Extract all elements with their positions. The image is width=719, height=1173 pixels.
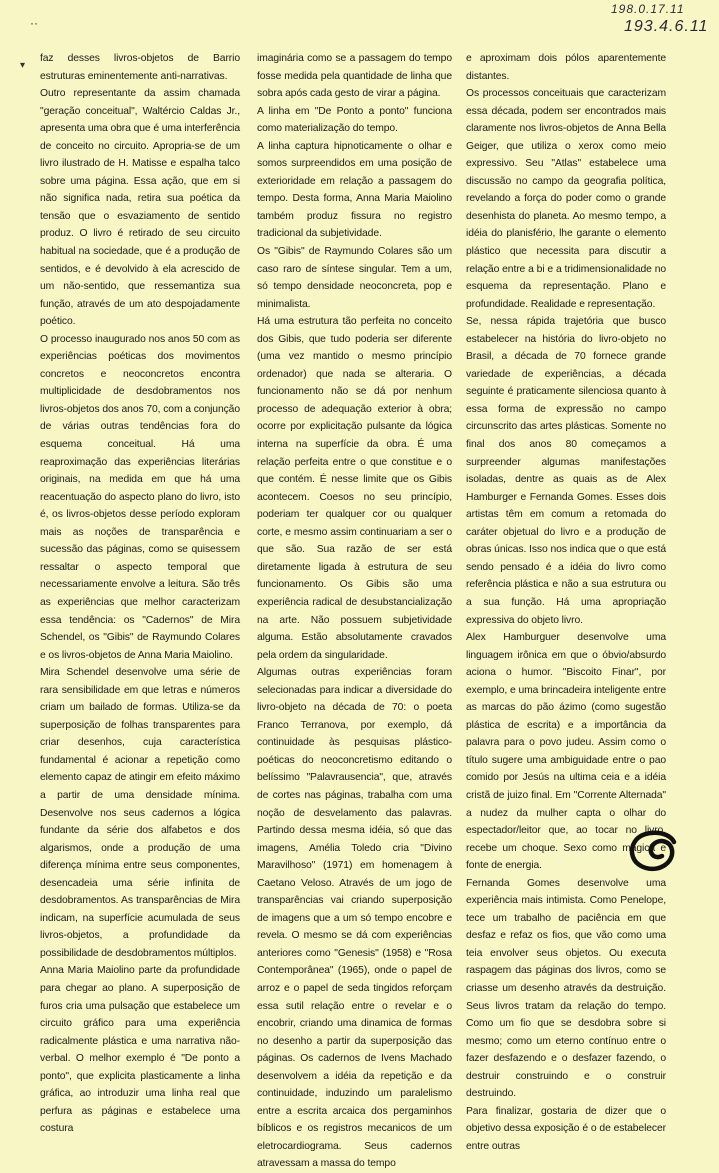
paragraph: A linha captura hipnoticamente o olhar e somos surpreendidos em uma posição de exterioridade em relação a passagem do tempo. Desta forma, Anna Maria Maiolino também produz fissura no registro tradicional da subjetividade. <box>257 140 452 240</box>
text-column-1 <box>40 50 240 1138</box>
paragraph: A linha em "De Ponto a ponto" funciona como materialização do tempo. <box>257 105 452 135</box>
paragraph: Os processos conceituais que caracterizam essa década, podem ser encontrados mais claramente nos livros-objetos de Anna Bella Geiger, que utiliza o xerox como meio expressivo. Seu "Atlas" estabelece uma discussão no campo da geografia política, revelando a força do poder como o grande desenhista do planeta. Ao mesmo tempo, a idéia do planisfério, lhe garante o elemento plástico que necessita para discutir a relação entre a bi e a tridimensionalidade no esquema da representação. Plano e profundidade. Realidade e representação. <box>466 88 666 310</box>
paragraph: imaginária como se a passagem do tempo fosse medida pela quantidade de linha que sobra após cada gesto de virar a página. <box>257 53 452 100</box>
paragraph: O processo inaugurado nos anos 50 com as experiências poéticas dos movimentos concretos e neoconcretos encontra multiplicidade de desdobramentos nos livros-objetos dos anos 70, com a conjunção de várias outras tendências fora do esquema conceitual. Há uma reaproximação das experiências literárias originais, na medida em que há uma reacentuação do aspecto plano do livro, isto é, os livros-objetos desse período exploram mais as noções de transparência e sucessão das páginas, como se quisessem ressaltar o aspecto temporal que necessariamente envolve a leitura. São três as experiências que melhor caracterizam essa tendência: os "Cadernos" de Mira Schendel, os "Gibis" de Raymundo Colares e os livros-objetos de Anna Maria Maiolino. <box>40 333 240 661</box>
paragraph: Há uma estrutura tão perfeita no conceito dos Gibis, que tudo poderia ser diferente (uma vez mantido o mesmo princípio ordenador) que nada se alteraria. O funcionamento não se dá por nenhum processo de adequação exterior à obra; ocorre por explicitação pulsante da lógica interna na superfície da obra. É uma relação perfeita entre o que constitue e o que contém. É nesse limite que os Gibis acontecem. Coesos no seu princípio, poderiam ter qualquer cor ou qualquer corte, e mesmo assim continuariam a ser o que são. Sua razão de ser está diretamente ligada à estrutura de seu funcionamento. Os Gibis são uma experiência radical de desubstancialização na arte. Não possuem subjetividade alguma. Estão absolutamente cravados pela ordem da singularidade. <box>257 316 452 661</box>
text-column-3 <box>466 50 666 1155</box>
paragraph: e aproximam dois pólos aparentemente distantes. <box>466 53 666 82</box>
paragraph: Alex Hamburguer desenvolve uma linguagem irônica em que o óbvio/absurdo aciona o humor. "Biscoito Finar", por exemplo, e uma brincadeira inteligente entre as marcas do pão ázimo (como sugestão plástica de escrita) e a importância da palavra para o povo judeu. Assim como o título sugere uma ambiguidade entre o pao comido por Jesús na ultima ceia e a idéia cristã de juizo final. Em "Corrente Alternada" a nudez da mulher capta o olhar do espectador/leitor que, ao tocar no livro, recebe um choque. Sexo como mágica e fonte de energia. <box>466 632 666 872</box>
paragraph: Mira Schendel desenvolve uma série de rara sensibilidade em que letras e números criam um bailado de formas. Utiliza-se da superposição de folhas transparentes para criar desenhos, cuja característica fundamental é acionar a repetição como elemento capaz de atingir em efeito máximo a partir de uma densidade mínima. Desenvolve nos seus cadernos a lógica fundante da série dos alfabetos e dos algarismos, onde a produção de uma diferença mínima entre seus componentes, desencadeia uma série infinita de desdobramentos. As transparências de Mira indicam, na superfície acumulada de seus livros-objetos, a profundidade da possibilidade de desdobramentos múltiplos. <box>40 667 240 959</box>
paragraph: faz desses livros-objetos de Barrio estruturas eminentemente anti-narrativas. <box>40 53 240 82</box>
paragraph: Se, nessa rápida trajetória que busco estabelecer na história do livro-objeto no Brasil, a década de 70 fornece grande variedade de experiências, a década seguinte é praticamente silenciosa quanto à essa forma de expressão no campo circunscrito das artes plásticas. Somente no final dos anos 80 começamos a surpreender algumas manifestações isoladas, dentre as quais as de Alex Hamburger e Fernanda Gomes. Esses dois artistas têm em comum a retomada do caráter objetual do livro e a produção de obras únicas. Isso nos indica que o que está sendo pensado é a idéia do livro como referência plástica e não a sua estrutura ou a sua função. Há uma apropriação expressiva do objeto livro. <box>466 316 666 626</box>
pen-scribble-mark <box>624 828 680 876</box>
paragraph: Fernanda Gomes desenvolve uma experiência mais intimista. Como Penelope, tece um trabalho de paciência em que desfaz e refaz os fios, que vão como uma teia envolver seus objetos. Ou executa raspagem das páginas dos livros, como se criasse um desenho através da destruição. Seus livros tratam da relação do tempo. Como um fio que se desdobra sobre si mesmo; como um eterno contínuo entre o fazer desfazendo e o desfazer fazendo, o destruir construindo e o construir destruindo. <box>466 877 666 1100</box>
paragraph: Outro representante da assim chamada "geração conceitual", Waltércio Caldas Jr., apresenta uma obra que é uma interferência de conceito no circuito. Apropria-se de um livro ilustrado de H. Matisse e espalha talco sobre uma página. Essa ação, que em si não significa nada, retira sua poética da tensão que o esvaziamento de sentido produz. O livro é retirado de seu circuito habitual na sociedade, que é a produção de sentidos, e é devolvido à ela acrescido de um não-sentido, que ressemantiza sua função, através de um ato despojadamente poético. <box>40 88 240 328</box>
paragraph: Para finalizar, gostaria de dizer que o objetivo dessa exposição é o de estabelecer entre outras <box>466 1105 666 1152</box>
handwritten-annotation-second: 193.4.6.11 <box>624 18 709 35</box>
margin-mark: ·· <box>30 16 38 30</box>
paragraph: Anna Maria Maiolino parte da profundidade para chegar ao plano. A superposição de furos cria uma pulsação que estabelece um circuito gráfico para uma experiência radicalmente plástica e uma narrativa não-verbal. O melhor exemplo é "De ponto a ponto", que explicita plasticamente a linha gráfica, ao introduzir uma linha real que perfura as páginas e estabelece uma costura <box>40 965 240 1135</box>
margin-arrow-mark: ▾ <box>20 60 26 71</box>
text-column-2 <box>257 50 452 1173</box>
paragraph: Algumas outras experiências foram selecionadas para indicar a diversidade do livro-objeto na década de 70: o poeta Franco Terranova, por exemplo, dá continuidade às pesquisas plástico-poéticas do neoconcretismo editando o belíssimo "Palavrausencia", que, através de cortes nas páginas, trabalha com uma noção de desvelamento das palavras. Partindo dessa mesma idéia, só que das imagens, Amélia Toledo cria "Divino Maravilhoso" (1971) em homenagem à Caetano Veloso. Através de um jogo de transparências vai criando superposição de imagens que a um só tempo encobre e revela. O mesmo se dá com experiências anteriores como "Genesis" (1958) e "Rosa Contemporânea" (1965), onde o papel de arroz e o papel de seda tingidos reforçam essa sutil relação entre o revelar e o encobrir, criando uma dinamica de formas no desenho a partir da superposição das páginas. Os cadernos de Ivens Machado desenvolvem a idéia da repetição e da continuidade, induzindo um paralelismo entre a escrita arcaica dos pergaminhos bíblicos e os registros mecanicos de um eletrocardiograma. Seus cadernos atravessam a massa do tempo <box>257 667 452 1170</box>
handwritten-annotation-top: 198.0.17.11 <box>611 2 685 16</box>
paragraph: Os "Gibis" de Raymundo Colares são um caso raro de síntese singular. Tem a um, só tempo densidade neoconcreta, pop e minimalista. <box>257 246 452 310</box>
